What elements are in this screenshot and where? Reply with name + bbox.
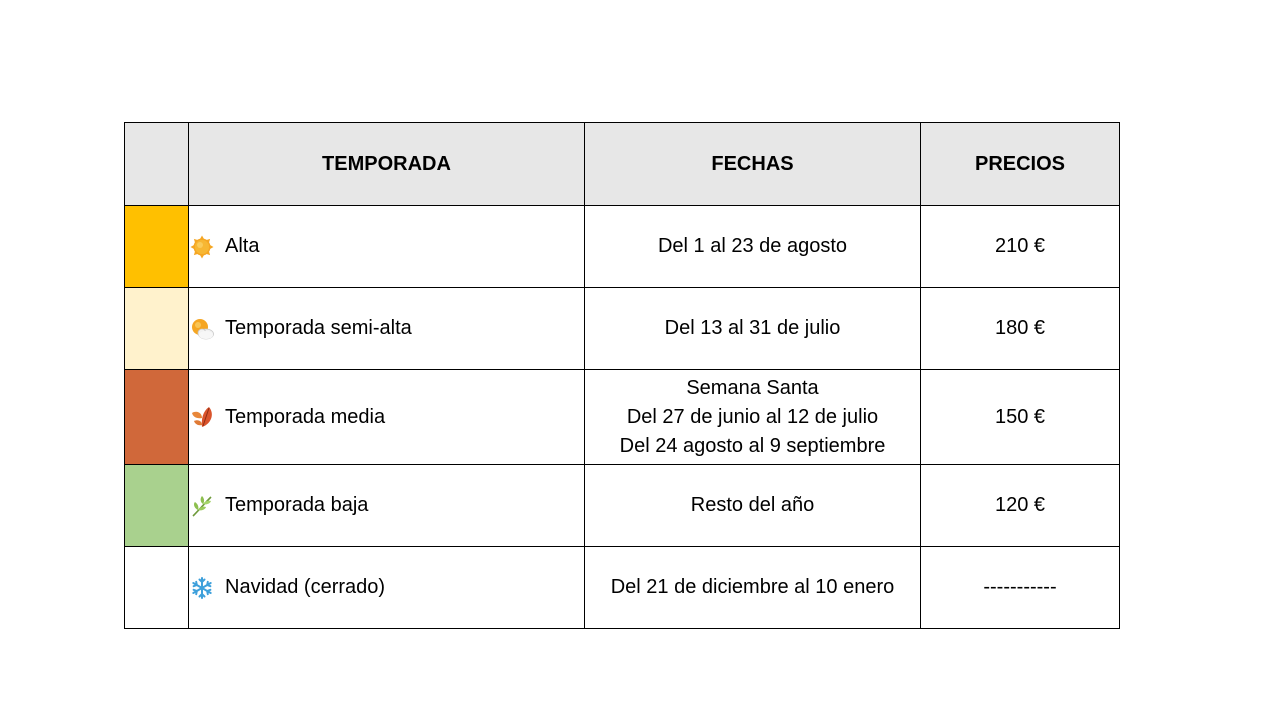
- date-line: Del 1 al 23 de agosto: [657, 235, 848, 257]
- season-price: 150 €: [921, 370, 1120, 465]
- season-name: Temporada semi-alta: [225, 317, 412, 339]
- season-color-swatch: [125, 288, 189, 370]
- season-color-swatch: [125, 370, 189, 465]
- snowflake-icon: [189, 575, 215, 601]
- header-fechas: FECHAS: [585, 123, 921, 206]
- date-line: Del 13 al 31 de julio: [664, 317, 841, 339]
- season-color-swatch: [125, 206, 189, 288]
- date-line: Del 24 agosto al 9 septiembre: [619, 434, 886, 457]
- season-cell: [189, 288, 585, 370]
- season-cell: [189, 547, 585, 629]
- season-price: 120 €: [921, 465, 1120, 547]
- seasons-price-table: [124, 122, 1120, 629]
- season-price: 180 €: [921, 288, 1120, 370]
- season-dates: [585, 288, 921, 370]
- season-cell: [189, 206, 585, 288]
- season-dates: [585, 547, 921, 629]
- sun-behind-cloud-icon: [189, 316, 215, 342]
- table-row: [125, 547, 1120, 629]
- herb-icon: [189, 493, 215, 519]
- date-line: Del 27 de junio al 12 de julio: [626, 405, 879, 428]
- table-row: [125, 206, 1120, 288]
- season-cell: [189, 465, 585, 547]
- season-dates: [585, 206, 921, 288]
- season-dates: [585, 465, 921, 547]
- season-dates: [585, 370, 921, 465]
- date-line: Del 21 de diciembre al 10 enero: [610, 576, 895, 598]
- autumn-leaves-icon: [189, 404, 215, 430]
- table-row: [125, 465, 1120, 547]
- header-swatch: [125, 123, 189, 206]
- season-name: Temporada media: [225, 405, 386, 428]
- season-color-swatch: [125, 547, 189, 629]
- sun-icon: [189, 234, 215, 260]
- season-name: Navidad (cerrado): [225, 576, 386, 598]
- table-row: [125, 288, 1120, 370]
- season-cell: [189, 370, 585, 465]
- season-price: 210 €: [921, 206, 1120, 288]
- season-name: Alta: [225, 235, 260, 257]
- date-line: Semana Santa: [686, 376, 819, 399]
- header-temporada: TEMPORADA: [189, 123, 585, 206]
- season-price: -----------: [921, 547, 1120, 629]
- table-header-row: [125, 123, 1120, 206]
- date-line: Resto del año: [690, 494, 815, 516]
- season-color-swatch: [125, 465, 189, 547]
- season-name: Temporada baja: [225, 494, 369, 516]
- header-precios: PRECIOS: [921, 123, 1120, 206]
- table-row: [125, 370, 1120, 465]
